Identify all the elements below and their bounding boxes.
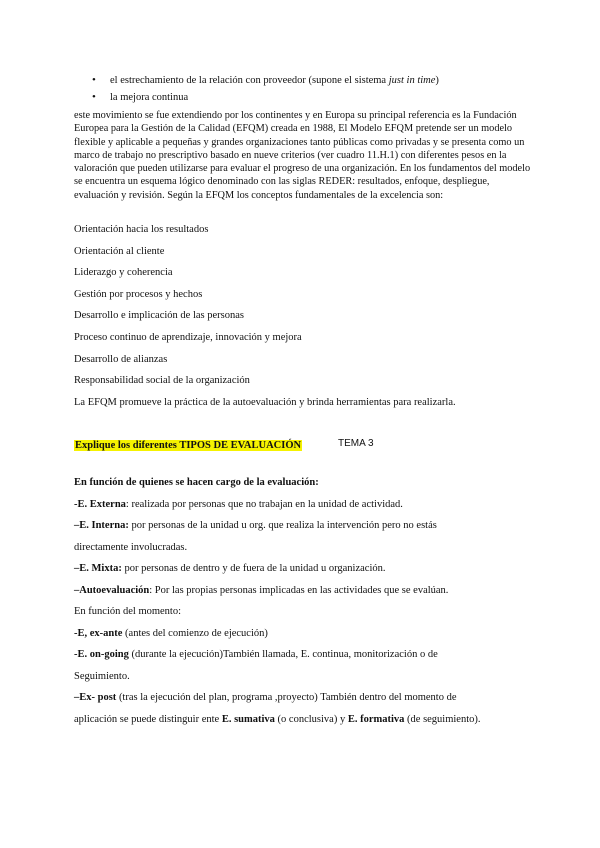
list-item [92, 89, 439, 106]
evaluation-item-continuation [74, 666, 544, 688]
term-text: por personas de la unidad u org. que realiza la intervención pero no estás [128, 520, 437, 531]
closing-sentence: La EFQM promueve la práctica de la autoevaluación y brinda herramientas para realizarla. [74, 397, 456, 408]
term-text: directamente involucradas. [74, 541, 188, 553]
term-label: –E. Mixta: [74, 563, 122, 574]
concept-item: Orientación hacia los resultados [74, 224, 209, 235]
intro-paragraph: este movimiento se fue extendiendo por los continentes y en Europa su principal referencia es la Fundación Europea para la Gestión de la Calidad (EFQM) creada en 1988, El Modelo EFQM pretende ser un modelo flexible y aplicable a pequeñas y grandes organizaciones tanto públicas como privadas y se presenta como un marco de trabajo no prescriptivo basado en nueve criterios (ver cuadro 11.H.1) con diferentes pesos en la valoración que pueden utilizarse para evaluar el progreso de una organización. En los fundamentos del modelo se encuentra un esquema lógico denominado con las siglas REDER: resultados, enfoque, despliegue, evaluación y revisión. Según la EFQM los conceptos fundamentales de la excelencia son: [74, 110, 531, 201]
concept-item: Liderazgo y coherencia [74, 267, 173, 279]
term-text: (durante la ejecución)También llamada, E. continua, monitorización o de [128, 649, 438, 660]
list-item-text: la mejora continua [110, 92, 189, 103]
section-heading [74, 472, 544, 494]
term-text: Seguimiento. [74, 670, 130, 682]
evaluation-item [74, 687, 544, 709]
term-text: : realizada por personas que no trabajan en la unidad de actividad. [125, 498, 403, 510]
concept-item: Responsabilidad social de la organización [74, 375, 250, 387]
concept-item: Orientación al cliente [74, 245, 165, 257]
moment-heading: En función del momento: [74, 606, 182, 617]
term-label: -E. Externa [74, 498, 126, 510]
tema-label: TEMA 3 [338, 438, 374, 449]
term-label: E. sumativa [221, 713, 275, 725]
concept-item: Desarrollo de alianzas [74, 353, 168, 365]
question-heading: Explique los diferentes TIPOS DE EVALUACIÓN [75, 440, 302, 451]
concept-item: Proceso continuo de aprendizaje, innovación y mejora [74, 331, 302, 343]
list-item-italic: just in time [388, 75, 436, 86]
bullet-list [92, 72, 439, 106]
section-heading [74, 601, 544, 623]
term-text: (tras la ejecución del plan, programa ,proyecto) También dentro del momento de [116, 692, 457, 703]
concept-item: Gestión por procesos y hechos [74, 288, 203, 300]
evaluation-item-continuation [74, 537, 544, 559]
list-item-text: el estrechamiento de la relación con proveedor (supone el sistema [110, 75, 389, 86]
term-label: E. formativa [347, 713, 405, 725]
term-label: –Ex- post [74, 692, 117, 703]
term-text: aplicación se puede distinguir ente [74, 713, 222, 725]
term-text: por personas de dentro y de fuera de la unidad u organización. [121, 563, 386, 574]
list-item-text: ) [435, 75, 439, 86]
evaluation-section [74, 472, 544, 730]
evaluation-item-continuation [74, 709, 544, 731]
term-label: –Autoevaluación [74, 584, 150, 596]
term-text: : Por las propias personas implicadas en las actividades que se evalúan. [149, 584, 449, 596]
evaluation-item [74, 515, 544, 537]
evaluation-item [74, 580, 544, 602]
evaluation-item [74, 494, 544, 516]
concept-item: Desarrollo e implicación de las personas [74, 310, 244, 322]
term-text: (de seguimiento). [404, 713, 481, 725]
term-text: (antes del comienzo de ejecución) [122, 627, 268, 639]
evaluation-item [74, 623, 544, 645]
term-label: -E, ex-ante [74, 627, 123, 639]
term-label: –E. Interna: [74, 520, 129, 531]
concepts-list [74, 222, 302, 395]
question-heading-row [74, 435, 534, 453]
evaluation-item [74, 644, 544, 666]
term-text: (o conclusiva) y [274, 713, 348, 725]
by-who-heading: En función de quienes se hacen cargo de la evaluación: [74, 477, 319, 488]
term-label: -E. on-going [74, 649, 129, 660]
evaluation-item [74, 558, 544, 580]
list-item [92, 72, 439, 89]
